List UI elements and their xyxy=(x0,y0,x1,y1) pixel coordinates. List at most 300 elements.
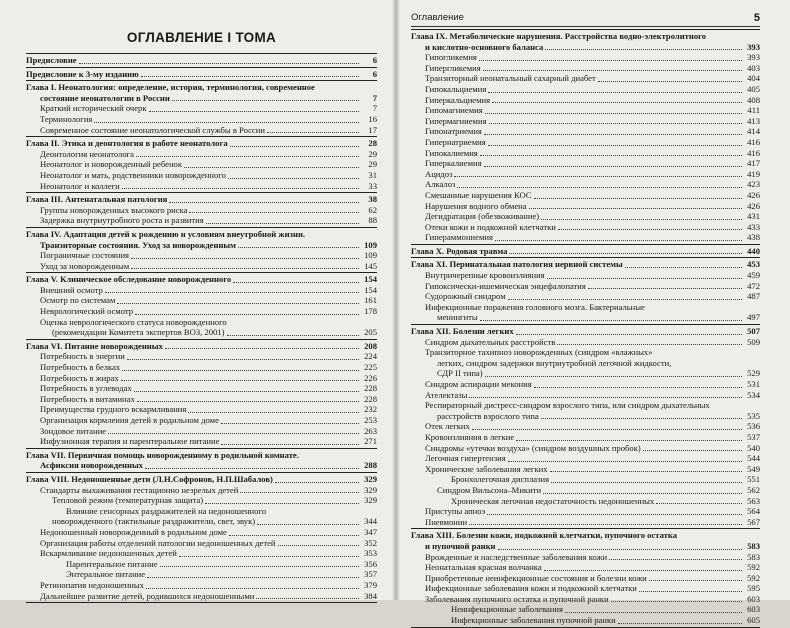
toc-entry-title: Оценка неврологического статуса новорожденного xyxy=(40,316,227,327)
toc-chapter-heading xyxy=(26,69,377,80)
toc-dot-leader xyxy=(485,113,742,114)
toc-entry xyxy=(411,615,760,626)
toc-dot-leader xyxy=(136,156,359,157)
toc-page-number: 583 xyxy=(747,551,760,562)
toc-entry-title: Ацидоз xyxy=(425,168,453,179)
toc-chapter-heading xyxy=(411,246,760,257)
toc-dot-leader xyxy=(557,344,742,345)
toc-dot-leader xyxy=(206,223,359,224)
toc-chapter-group xyxy=(26,272,377,339)
toc-entry xyxy=(411,95,760,106)
toc-dot-leader xyxy=(229,535,359,536)
toc-entry-title: Потребность в жирах xyxy=(40,372,119,383)
toc-entry xyxy=(411,211,760,222)
toc-dot-leader xyxy=(105,292,359,293)
toc-page-number: 205 xyxy=(364,327,377,338)
toc-page-number: 419 xyxy=(747,168,760,179)
toc-page-number: 208 xyxy=(364,340,377,351)
toc-dot-leader xyxy=(598,81,742,82)
toc-chapter-heading xyxy=(26,474,377,485)
toc-dot-leader xyxy=(233,282,359,283)
toc-title: ОГЛАВЛЕНИЕ I ТОМА xyxy=(126,30,277,45)
toc-page-number: 29 xyxy=(368,159,377,170)
toc-entry-title: Гипокалиемия xyxy=(425,147,478,158)
toc-entry xyxy=(26,538,377,549)
toc-page-number: 379 xyxy=(364,579,377,590)
toc-entry-title: Потребность в белках xyxy=(40,362,121,373)
toc-dot-leader xyxy=(94,122,359,123)
toc-page-number: 423 xyxy=(747,179,760,190)
toc-entry xyxy=(411,347,760,358)
toc-dot-leader xyxy=(550,471,742,472)
toc-entry xyxy=(26,426,377,437)
toc-entry-title: Гипомагниемия xyxy=(425,105,483,116)
toc-entry xyxy=(411,421,760,432)
toc-chapter-group xyxy=(26,80,377,136)
toc-page-number: 411 xyxy=(747,105,760,116)
toc-entry-title: Гипергликемия xyxy=(425,62,481,73)
toc-entry-title: Отеки кожи и подкожной клетчатки xyxy=(425,221,556,232)
toc-entry-title: Глава V. Клиническое обследование новорожденного xyxy=(26,274,232,285)
toc-entry xyxy=(26,261,377,272)
toc-chapter-heading xyxy=(26,138,377,149)
toc-entry xyxy=(411,201,760,212)
toc-page-number: 603 xyxy=(747,604,760,615)
toc-dot-leader xyxy=(480,320,742,321)
toc-entry-title: Глава IV. Адаптация детей к рождению и условиям внеутробной жизни. xyxy=(26,228,306,239)
toc-dot-leader xyxy=(121,380,359,381)
toc-dot-leader xyxy=(108,433,359,434)
toc-page-number: 393 xyxy=(747,41,760,52)
toc-entry xyxy=(26,351,377,362)
toc-dot-leader xyxy=(79,63,359,64)
toc-entry xyxy=(26,103,377,114)
toc-entry-title: и пупочной ранки xyxy=(425,540,496,551)
toc-page-number: 6 xyxy=(372,68,377,79)
toc-entry-title: менингиты xyxy=(437,312,478,323)
toc-chapter-heading xyxy=(411,42,760,53)
toc-entry xyxy=(411,517,760,528)
toc-dot-leader xyxy=(509,253,742,254)
toc-page-number: 551 xyxy=(747,474,760,485)
toc-entry-title: Глава I. Неонатология: определение, история, терминология, современное xyxy=(26,82,315,93)
toc-page-number: 31 xyxy=(368,169,377,180)
toc-page-number: 413 xyxy=(747,115,760,126)
toc-entry xyxy=(411,158,760,169)
toc-entry-title: Преимущества грудного вскармливания xyxy=(40,404,187,415)
toc-entry-title: и кислотно-основного баланса xyxy=(425,41,544,52)
toc-page-number: 472 xyxy=(747,280,760,291)
toc-entry-title: Смешанные нарушения КОС xyxy=(425,189,532,200)
toc-page-number: 408 xyxy=(747,94,760,105)
toc-entry-title: Краткий исторический очерк xyxy=(40,103,147,114)
toc-entry xyxy=(26,394,377,405)
toc-entry-title: Глава X. Родовая травма xyxy=(411,245,508,256)
toc-page-number: 356 xyxy=(364,558,377,569)
toc-entry-title: СДР II типа) xyxy=(437,368,483,379)
toc-page-number: 347 xyxy=(364,526,377,537)
toc-entry-title: Глава IX. Метаболические нарушения. Расстройства водно-электролитного xyxy=(411,31,707,41)
toc-dot-leader xyxy=(492,102,742,103)
toc-dot-leader xyxy=(172,100,359,101)
toc-dot-leader xyxy=(278,545,360,546)
toc-page-number: 16 xyxy=(368,113,377,124)
toc-chapter-heading xyxy=(26,240,377,251)
toc-entry xyxy=(411,116,760,127)
toc-dot-leader xyxy=(541,219,742,220)
toc-entry xyxy=(26,362,377,373)
toc-entry xyxy=(26,285,377,296)
toc-entry xyxy=(26,580,377,591)
toc-entry-title: Врожденные и наследственные заболевания кожи xyxy=(425,551,608,562)
toc-entry xyxy=(26,436,377,447)
toc-entry-title: Кровоизлияния в легкие xyxy=(425,431,515,442)
toc-entry-title: Организация работы отделений патологии недоношенных детей xyxy=(40,537,276,548)
toc-entry xyxy=(411,137,760,148)
toc-dot-leader xyxy=(122,370,359,371)
toc-entry-title: Инфузионная терапия и парентеральное питание xyxy=(40,436,220,447)
toc-entry-title: Недоношенный новорожденный в родильном доме xyxy=(40,526,227,537)
toc-page-number: 329 xyxy=(364,473,377,484)
toc-page-number: 228 xyxy=(364,383,377,394)
toc-dot-leader xyxy=(149,111,359,112)
toc-page-number: 417 xyxy=(747,158,760,169)
toc-page-number: 62 xyxy=(368,204,377,215)
toc-page-number: 28 xyxy=(368,138,377,149)
toc-page-number: 329 xyxy=(364,495,377,506)
toc-entry-title: Ретинопатия недоношенных xyxy=(40,579,144,590)
toc-chapter-heading xyxy=(26,460,377,471)
toc-dot-leader xyxy=(508,299,742,300)
toc-entry-title: Влияние сенсорных раздражителей на недоношенного xyxy=(66,505,267,516)
toc-entry-title: Глава XIII. Болезни кожи, подкожной клетчатки, пупочного остатка xyxy=(411,530,677,541)
toc-dot-leader xyxy=(495,240,742,241)
toc-page-number: 384 xyxy=(364,590,377,601)
toc-dot-leader xyxy=(618,623,742,624)
running-head-title: Оглавление xyxy=(411,12,464,23)
toc-entry xyxy=(26,295,377,306)
toc-entry xyxy=(26,404,377,415)
toc-chapter-group xyxy=(411,29,760,244)
toc-dot-leader xyxy=(117,303,359,304)
toc-entry-title: Гиперкалиемия xyxy=(425,158,482,169)
left-toc xyxy=(26,53,377,603)
toc-chapter-heading xyxy=(26,274,377,285)
toc-chapter-group xyxy=(26,448,377,472)
toc-page-number: 537 xyxy=(747,431,760,442)
toc-entry xyxy=(26,383,377,394)
toc-chapter-heading xyxy=(26,93,377,104)
toc-page-number: 416 xyxy=(747,147,760,158)
toc-entry xyxy=(26,569,377,580)
toc-chapter-group xyxy=(26,192,377,227)
toc-page-number: 438 xyxy=(747,232,760,243)
toc-dot-leader xyxy=(498,549,743,550)
toc-entry-title: Неонатальная красная волчанка xyxy=(425,562,542,573)
toc-dot-leader xyxy=(179,556,359,557)
left-page xyxy=(0,0,395,600)
toc-dot-leader xyxy=(221,444,359,445)
toc-page-number: 431 xyxy=(747,211,760,222)
toc-entry-title: Стандарты выхаживания гестационно незрелых детей xyxy=(40,484,239,495)
toc-entry-title: Неонатолог и новорожденный ребенок xyxy=(40,159,183,170)
toc-entry xyxy=(411,368,760,379)
toc-entry-title: Транзиторное тахипноэ новорожденных (синдром «влажных» xyxy=(425,347,653,358)
toc-dot-leader xyxy=(267,132,359,133)
toc-page-number: 109 xyxy=(364,250,377,261)
toc-page-number: 535 xyxy=(747,410,760,421)
toc-entry xyxy=(26,591,377,602)
toc-entry-title: Хронические заболевания легких xyxy=(425,463,548,474)
toc-page-number: 529 xyxy=(747,368,760,379)
toc-entry xyxy=(26,250,377,261)
toc-page-number: 33 xyxy=(368,180,377,191)
toc-page-number: 416 xyxy=(747,136,760,147)
toc-entry-title: Тепловой режим (температурная защита) xyxy=(52,495,204,506)
toc-entry xyxy=(411,400,760,411)
right-toc xyxy=(411,29,760,628)
toc-entry-title: Гипонатриемия xyxy=(425,126,482,137)
toc-entry xyxy=(411,63,760,74)
toc-dot-leader xyxy=(145,468,359,469)
toc-entry xyxy=(26,548,377,559)
toc-dot-leader xyxy=(160,566,359,567)
toc-entry xyxy=(411,52,760,63)
book-gutter xyxy=(392,0,400,600)
toc-dot-leader xyxy=(565,612,742,613)
toc-dot-leader xyxy=(141,76,359,77)
toc-page-number: 352 xyxy=(364,537,377,548)
toc-dot-leader xyxy=(256,598,359,599)
toc-entry xyxy=(26,527,377,538)
toc-entry-title: Гипермагниемия xyxy=(425,115,487,126)
toc-entry xyxy=(411,73,760,84)
toc-chapter-heading xyxy=(411,259,760,270)
toc-page-number: 592 xyxy=(747,572,760,583)
toc-entry-title: Глава XI. Перинатальная патология нервной системы xyxy=(411,259,623,270)
toc-dot-leader xyxy=(488,92,742,93)
toc-chapter-group xyxy=(411,244,760,258)
toc-entry-title: Дегидратация (обезвоживание) xyxy=(425,211,540,222)
toc-chapter-heading xyxy=(26,194,377,205)
toc-page-number: 178 xyxy=(364,306,377,317)
toc-page-number: 592 xyxy=(747,562,760,573)
toc-page-number: 583 xyxy=(747,540,760,551)
toc-page-number: 562 xyxy=(747,484,760,495)
toc-dot-leader xyxy=(131,258,359,259)
toc-page-number: 393 xyxy=(747,52,760,63)
toc-entry-title: Современное состояние неонатологической службы в России xyxy=(40,124,265,135)
toc-dot-leader xyxy=(147,577,359,578)
toc-page-number: 595 xyxy=(747,583,760,594)
toc-entry-title: Синдром дыхательных расстройств xyxy=(425,336,556,347)
toc-entry-title: Глава II. Этика и деонтология в работе неонатолога xyxy=(26,138,228,149)
toc-page-number: 534 xyxy=(747,389,760,400)
toc-dot-leader xyxy=(543,493,742,494)
toc-dot-leader xyxy=(516,334,742,335)
toc-page-number: 507 xyxy=(747,326,760,337)
toc-page-number: 288 xyxy=(364,460,377,471)
toc-dot-leader xyxy=(649,580,742,581)
toc-entry xyxy=(26,114,377,125)
toc-dot-leader xyxy=(508,461,742,462)
toc-entry xyxy=(411,552,760,563)
toc-dot-leader xyxy=(485,376,742,377)
toc-entry xyxy=(411,291,760,302)
toc-page-number: 17 xyxy=(368,124,377,135)
toc-entry-title: Предисловие xyxy=(26,55,77,65)
toc-dot-leader xyxy=(516,440,742,441)
toc-dot-leader xyxy=(643,450,742,451)
toc-entry-title: Внешний осмотр xyxy=(40,284,103,295)
toc-page-number: 353 xyxy=(364,548,377,559)
toc-page-number: 440 xyxy=(747,245,760,256)
toc-page-number: 549 xyxy=(747,463,760,474)
toc-entry xyxy=(26,516,377,527)
toc-dot-leader xyxy=(534,387,742,388)
toc-dot-leader xyxy=(625,267,742,268)
toc-entry-title: Инфекционные заболевания пупочной ранки xyxy=(451,615,616,626)
toc-entry-title: Ателектазы xyxy=(425,389,468,400)
toc-entry-title: Алкалоз xyxy=(425,179,456,190)
toc-page-number: 531 xyxy=(747,379,760,389)
toc-entry xyxy=(26,149,377,160)
toc-page-number: 161 xyxy=(364,295,377,306)
toc-entry-title: Гипоксически-ишемическая энцефалопатия xyxy=(425,280,586,291)
toc-page-number: 497 xyxy=(747,312,760,323)
toc-entry xyxy=(26,495,377,506)
toc-entry-title: Хроническая легочная недостаточность недоношенных xyxy=(451,495,655,506)
toc-page-number: 564 xyxy=(747,506,760,517)
toc-entry-title: Транзиторный неонатальный сахарный диабет xyxy=(425,73,596,84)
toc-entry-title: Гипераммониемия xyxy=(425,232,493,243)
toc-entry-title: Вскармливание недоношенных детей xyxy=(40,548,177,559)
toc-dot-leader xyxy=(489,123,742,124)
toc-dot-leader xyxy=(131,268,359,269)
toc-page-number: 109 xyxy=(364,239,377,250)
toc-entry xyxy=(26,215,377,226)
toc-dot-leader xyxy=(487,514,742,515)
toc-dot-leader xyxy=(188,412,359,413)
toc-dot-leader xyxy=(479,60,742,61)
toc-dot-leader xyxy=(484,134,742,135)
toc-entry xyxy=(411,474,760,485)
toc-page-number: 154 xyxy=(364,284,377,295)
toc-page-number: 544 xyxy=(747,453,760,464)
toc-entry-title: Предисловие к 3-му изданию xyxy=(26,68,139,79)
toc-dot-leader xyxy=(551,482,742,483)
toc-dot-leader xyxy=(544,570,742,571)
toc-dot-leader xyxy=(541,418,742,419)
toc-chapter-group xyxy=(26,136,377,192)
toc-entry xyxy=(411,443,760,454)
toc-dot-leader xyxy=(134,391,359,392)
toc-entry xyxy=(411,358,760,369)
toc-chapter-group xyxy=(26,53,377,67)
toc-page-number: 509 xyxy=(747,336,760,347)
toc-dot-leader xyxy=(238,247,359,248)
page-number: 5 xyxy=(753,12,760,24)
toc-chapter-group xyxy=(26,339,377,448)
toc-entry xyxy=(26,485,377,496)
toc-dot-leader xyxy=(611,601,742,602)
toc-entry-title: Парентеральное питание xyxy=(66,558,158,569)
toc-entry xyxy=(411,379,760,390)
toc-entry-title: легких, синдром задержки внутриутробной легочной жидкости, xyxy=(437,357,672,368)
toc-page-number: 567 xyxy=(747,516,760,527)
toc-entry-title: Организация кормления детей в родильном доме xyxy=(40,415,219,425)
toc-entry-title: Неонатолог и коллеги xyxy=(40,180,120,191)
toc-entry-title: Заболевания пупочного остатка и пупочной ранки xyxy=(425,593,609,604)
toc-chapter-heading xyxy=(411,31,760,42)
toc-dot-leader xyxy=(165,348,359,349)
toc-page-number: 487 xyxy=(747,291,760,302)
toc-page-number: 404 xyxy=(747,73,760,84)
toc-page-number: 426 xyxy=(747,200,760,211)
toc-entry-title: Асфиксия новорожденных xyxy=(40,460,143,471)
toc-chapter-heading xyxy=(26,82,377,93)
toc-entry-title: Глава VII. Первичная помощь новорожденному в родильной комнате. xyxy=(26,449,299,460)
toc-dot-leader xyxy=(137,401,359,402)
toc-entry xyxy=(26,125,377,136)
toc-chapter-heading xyxy=(26,450,377,461)
toc-entry-title: Бронхолегочная дисплазия xyxy=(451,474,550,485)
toc-dot-leader xyxy=(469,524,742,525)
toc-dot-leader xyxy=(488,145,742,146)
toc-entry-title: Терминология xyxy=(40,113,93,124)
toc-entry xyxy=(411,105,760,116)
toc-entry xyxy=(26,415,377,426)
toc-entry-title: Задержка внутриутробного роста и развития xyxy=(40,215,204,226)
toc-dot-leader xyxy=(483,70,742,71)
toc-entry xyxy=(411,562,760,573)
toc-chapter-group xyxy=(411,257,760,324)
toc-entry xyxy=(26,181,377,192)
toc-entry-title: Легочная гипертензия xyxy=(425,453,506,464)
toc-chapter-heading xyxy=(26,229,377,240)
toc-entry-title: Глава VIII. Недоношенные дети (Л.Н.Софронов, Н.П.Шабалов) xyxy=(26,473,273,484)
toc-entry xyxy=(411,169,760,180)
toc-entry-title: Пограничные состояния xyxy=(40,250,130,261)
toc-page-number: 403 xyxy=(747,62,760,73)
toc-entry xyxy=(411,232,760,243)
toc-page-number: 232 xyxy=(364,404,377,415)
toc-entry-title: Синдром Вильсона–Микити xyxy=(437,484,542,495)
toc-entry xyxy=(411,281,760,292)
toc-entry xyxy=(411,496,760,507)
toc-page-number: 536 xyxy=(747,421,760,432)
right-page xyxy=(395,0,790,626)
toc-entry xyxy=(26,205,377,216)
toc-dot-leader xyxy=(472,429,742,430)
toc-dot-leader xyxy=(189,212,359,213)
toc-dot-leader xyxy=(228,178,359,179)
toc-entry-title: Синдромы «утечки воздуха» (синдром воздушных пробок) xyxy=(425,442,641,453)
toc-entry-title: Инфекционные заболевания кожи и подкожной клетчатки xyxy=(425,583,637,594)
toc-entry-title: новорожденного (тактильные раздражители, свет, звук) xyxy=(52,516,256,527)
toc-dot-leader xyxy=(122,188,359,189)
toc-entry-title: состояние неонатологии в России xyxy=(40,92,170,103)
toc-dot-leader xyxy=(205,503,359,504)
toc-page-number: 228 xyxy=(364,393,377,404)
toc-entry-title: Неврологический осмотр xyxy=(40,306,134,317)
toc-entry xyxy=(411,464,760,475)
toc-dot-leader xyxy=(558,229,742,230)
toc-entry xyxy=(411,222,760,233)
toc-dot-leader xyxy=(639,591,742,592)
toc-entry-title: Гиперкальциемия xyxy=(425,94,491,105)
toc-entry xyxy=(411,126,760,137)
